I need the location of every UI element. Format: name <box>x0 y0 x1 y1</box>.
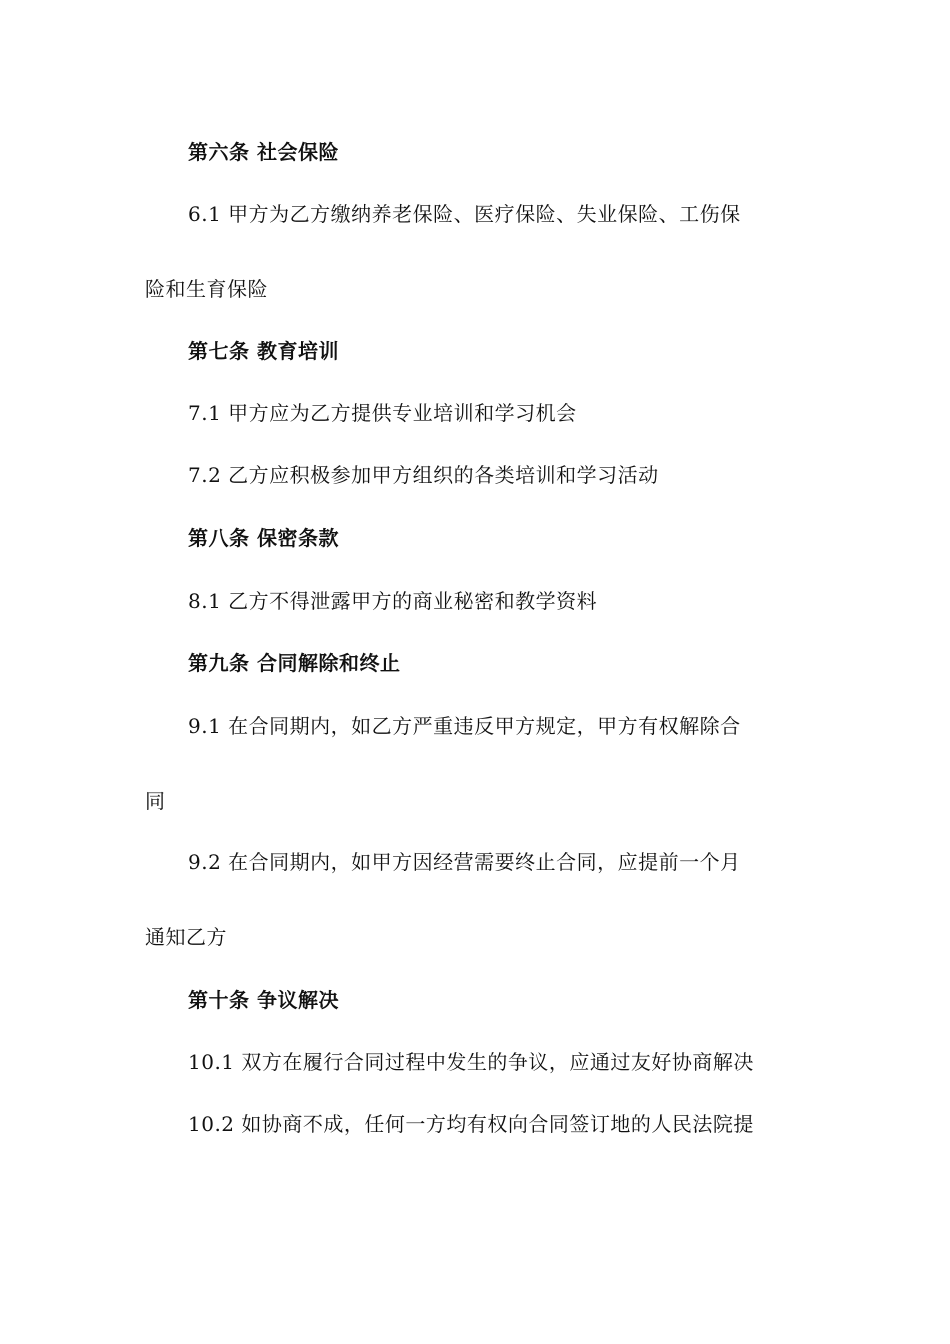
clause-9-1: 9.1 在合同期内，如乙方严重违反甲方规定，甲方有权解除合 <box>188 714 741 738</box>
clause-8-1: 8.1 乙方不得泄露甲方的商业秘密和教学资料 <box>188 589 598 613</box>
section-heading-6: 第六条 社会保险 <box>188 140 339 164</box>
section-heading-10: 第十条 争议解决 <box>188 988 339 1012</box>
section-heading-9: 第九条 合同解除和终止 <box>188 651 401 675</box>
clause-9-2: 9.2 在合同期内，如甲方因经营需要终止合同，应提前一个月 <box>188 850 741 874</box>
clause-6-1: 6.1 甲方为乙方缴纳养老保险、医疗保险、失业保险、工伤保 <box>188 202 741 226</box>
clause-7-1: 7.1 甲方应为乙方提供专业培训和学习机会 <box>188 401 577 425</box>
clause-7-2: 7.2 乙方应积极参加甲方组织的各类培训和学习活动 <box>188 463 659 487</box>
clause-9-2-continuation: 通知乙方 <box>145 925 227 949</box>
section-heading-8: 第八条 保密条款 <box>188 526 339 550</box>
section-heading-7: 第七条 教育培训 <box>188 339 339 363</box>
clause-6-1-continuation: 险和生育保险 <box>145 277 268 301</box>
clause-9-1-continuation: 同 <box>145 789 166 813</box>
clause-10-2: 10.2 如协商不成，任何一方均有权向合同签订地的人民法院提 <box>188 1112 754 1136</box>
clause-10-1: 10.1 双方在履行合同过程中发生的争议，应通过友好协商解决 <box>188 1050 754 1074</box>
